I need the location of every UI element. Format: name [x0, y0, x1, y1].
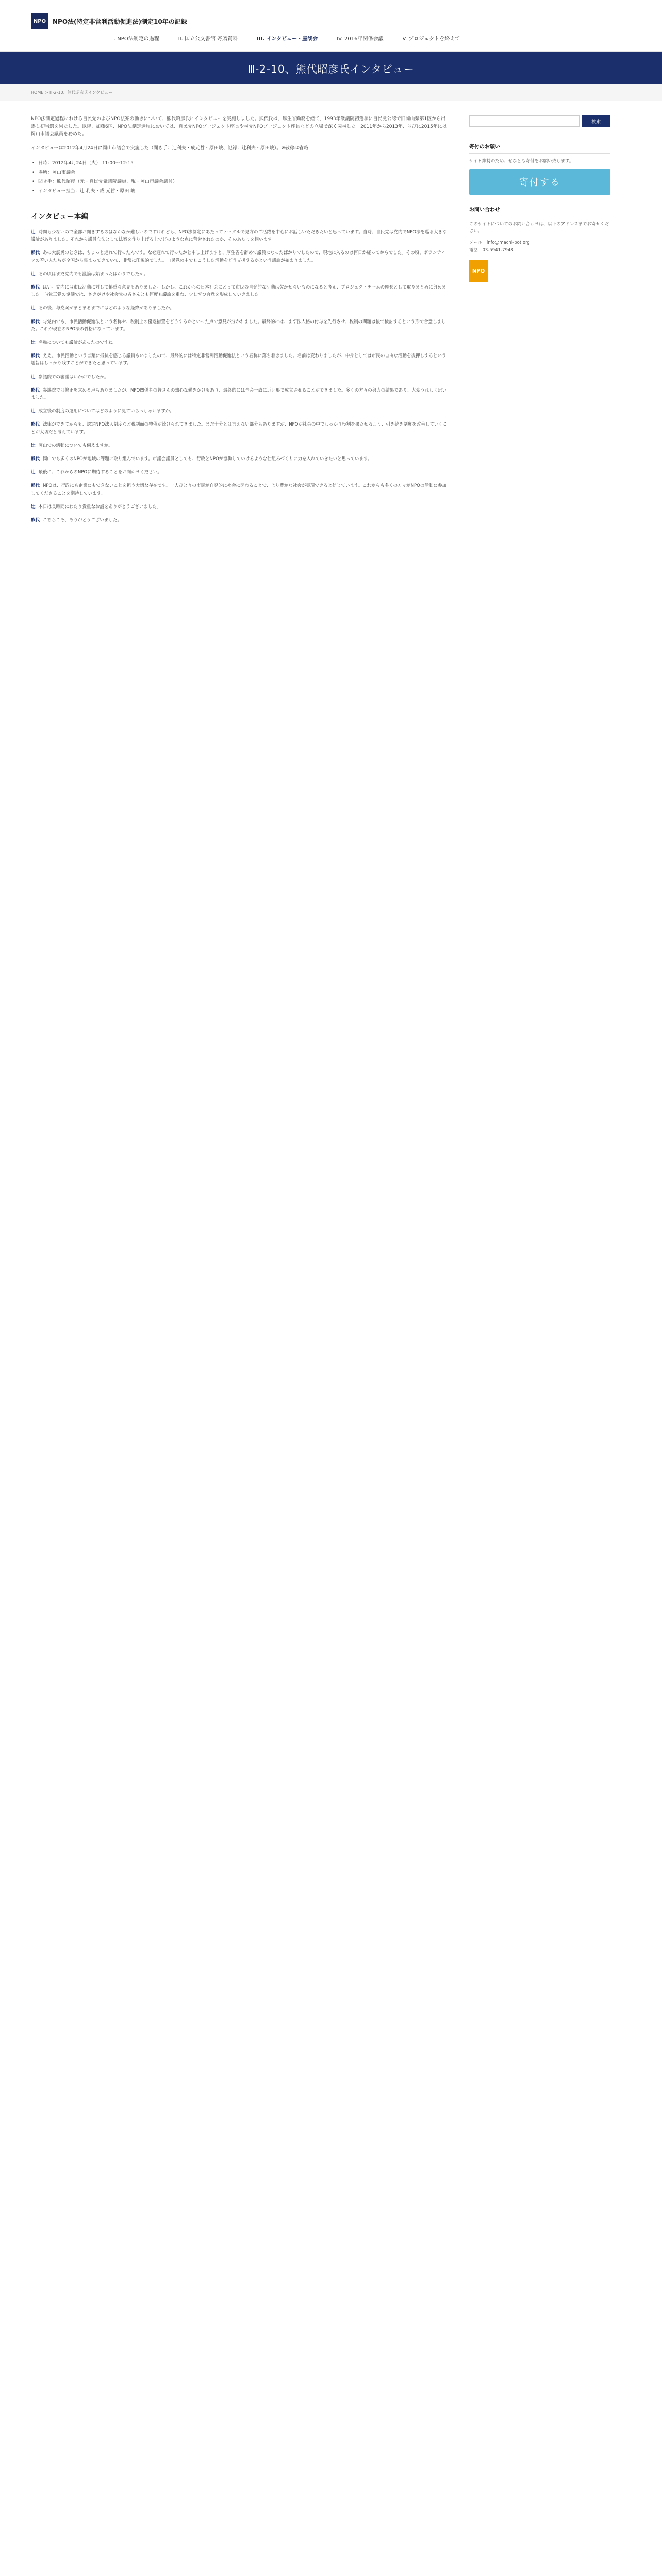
search-button[interactable]: 検索: [582, 115, 610, 127]
meta-place: • 場所：岡山市議会: [31, 168, 449, 177]
interview-paragraph: [31, 270, 449, 278]
contact-heading: お問い合わせ: [469, 205, 610, 216]
paragraph-text: あの大震災のときは、ちょっと遅れて行ったんです。なぜ遅れて行ったかと申し上げますと、厚生省を辞めて議員になったばかりでしたので、現地に入るのは何日か経ってからでした。その頃、ボランティアの若い人たちが全国から集まってきていて、非常に印象的でした。自民党の中でもこうした活動をどう支援するかという議論が始まりました。: [31, 250, 445, 263]
paragraph-text: 参議院での審議はいかがでしたか。: [38, 374, 109, 380]
interview-paragraph: [31, 387, 449, 401]
main-content: [31, 115, 449, 530]
paragraph-text: 名称についても議論があったのですね。: [38, 340, 118, 346]
nav-item-2016-meetings[interactable]: IV. 2016年関係会議: [327, 34, 392, 42]
paragraph-text: 法律ができてからも、認定NPO法人制度など税制面の整備が続けられてきました。まだ十分とは言えない部分もありますが、NPOが社会の中でしっかり役割を果たせるよう、引き続き制度を改善していくことが大切だと考えています。: [31, 422, 448, 435]
speaker-label: 熊代: [31, 319, 40, 325]
speaker-label: 熊代: [31, 250, 40, 256]
donation-heading: 寄付のお願い: [469, 142, 610, 154]
interview-paragraph: [31, 503, 449, 511]
donation-text: サイト維持のため、ぜひとも寄付をお願い致します。: [469, 159, 574, 164]
search-input[interactable]: [469, 115, 580, 127]
speaker-label: 辻: [31, 230, 36, 235]
search-row: [469, 115, 610, 127]
section-title: インタビュー本編: [31, 213, 89, 221]
interview-paragraph: [31, 421, 449, 435]
nav-item-process[interactable]: I. NPO法制定の過程: [112, 36, 159, 42]
paragraph-text: 参議院では修正を求める声もありましたが、NPO関係者の皆さんの熱心な働きかけもあり、最終的には全会一致に近い形で成立させることができました。多くの方々の努力の結果であり、大変うれしく思いました。: [31, 387, 447, 401]
interview-paragraph: [31, 249, 449, 264]
speaker-label: 熊代: [31, 285, 40, 291]
speaker-label: 熊代: [31, 387, 40, 393]
paragraph-text: 成立後の制度の運用についてはどのように見ていらっしゃいますか。: [38, 409, 174, 414]
speaker-label: 辻: [31, 374, 36, 380]
paragraph-text: はい。党内には市民活動に対して慎重な意見もありました。しかし、これからの日本社会にとって市民の自発的な活動は欠かせないものになると考え、プロジェクトチームの座長として取りまとめに努めました。与党三党の協議では、さきがけや社会党の皆さんとも何度も議論を重ね、少しずつ合意を形成していきました。: [31, 285, 446, 298]
paragraph-text: その頃はまだ党内でも議論は始まったばかりでしたか。: [38, 271, 148, 277]
interview-paragraph: [31, 469, 449, 476]
breadcrumb[interactable]: HOME > Ⅲ-2-10、熊代昭彦氏インタビュー: [0, 84, 662, 101]
interview-paragraph: [31, 517, 449, 524]
page-title: Ⅲ-2-10、熊代昭彦氏インタビュー: [247, 62, 415, 75]
nav-item-interviews[interactable]: III. インタビュー・座談会: [247, 34, 327, 42]
nav-item-afterword[interactable]: V. プロジェクトを終えて: [393, 34, 470, 42]
speaker-label: 熊代: [31, 483, 40, 489]
speaker-label: 熊代: [31, 456, 40, 462]
interview-paragraph: [31, 455, 449, 463]
interview-paragraph: [31, 229, 449, 243]
paragraph-text: 本日は長時間にわたり貴重なお話をありがとうございました。: [38, 504, 161, 510]
contact-phone: 電話 03-5941-7948: [469, 248, 514, 253]
paragraph-text: 時間も少ないので全部お聞きするのはなかなか難しいのですけれども、NPO法制定にあたってトータルで見方のご活躍を中心にお話しいただきたいと思っています。当時、自民党は党内でNPO法を巡る大きな議論がありました。それから議員立法として法案を作り上げる上でどのような点に苦労されたのか、そのあたりを伺います。: [31, 230, 447, 243]
speaker-label: 熊代: [31, 422, 40, 428]
contact-email[interactable]: メール info@machi-pot.org: [469, 240, 530, 245]
site-header: [0, 0, 662, 52]
speaker-label: 熊代: [31, 518, 40, 523]
interview-paragraph: [31, 284, 449, 298]
nav-item-archives[interactable]: II. 国立公文書館 寄贈資料: [169, 34, 247, 42]
paragraph-text: NPOは、行政にも企業にもできないことを担う大切な存在です。一人ひとりの市民が自発的に社会に関わることで、より豊かな社会が実現できると信じています。これからも多くの方々がNPOの活動に参加してくださることを期待しています。: [31, 483, 446, 496]
speaker-label: 辻: [31, 504, 36, 510]
meta-date: • 日時：2012年4月24日（火） 11:00〜12:15: [31, 159, 449, 168]
npo-badge[interactable]: NPO: [469, 260, 488, 282]
paragraph-text: こちらこそ、ありがとうございました。: [43, 518, 122, 523]
interview-paragraph: [31, 318, 449, 333]
meta-interviewers: • インタビュー担当：辻 利夫・成 元哲・原田 峻: [31, 187, 449, 196]
paragraph-text: 岡山での活動についても伺えますか。: [38, 443, 113, 448]
speaker-label: 辻: [31, 470, 36, 476]
paragraph-text: その後、与党案がまとまるまでにはどのような経緯がありましたか。: [38, 306, 175, 311]
interview-paragraph: [31, 482, 449, 497]
interview-paragraph: [31, 408, 449, 415]
intro-paragraph: NPO法制定過程における自民党およびNPO法案の動きについて、熊代昭彦氏にインタビューを実施しました。熊代氏は、厚生省勤務を経て、1993年衆議院初選挙に自民党公認で旧岡山県第1区から出馬し初当選を果たした。以降、加藤6区、NPO法制定過程においては、自民党NPOプロジェクト座長や与党NPOプロジェクト座長などの立場で深く関与した。2011年から2013年、並びに2015年には岡山市議会議員を務めた。: [31, 116, 447, 137]
interview-paragraph: [31, 374, 449, 381]
interview-paragraph: [31, 339, 449, 346]
interview-paragraph: [31, 352, 449, 367]
top-nav: [103, 34, 469, 42]
interview-paragraph: [31, 304, 449, 312]
logo-mark: NPO: [31, 13, 48, 29]
interview-body: [31, 229, 449, 524]
contact-text: このサイトについてのお問い合わせは、以下のアドレスまでお寄せください。: [469, 222, 609, 234]
paragraph-text: 与党内でも、市民活動促進法という名称や、税制上の優遇措置をどうするかといった点で意見が分かれました。最終的には、まず法人格の付与を先行させ、税制の問題は後で検討するという形で合意しました。これが現在のNPO法の骨格になっています。: [31, 319, 446, 332]
logo-text: NPO法(特定非営利活動促進法)制定10年の記録: [53, 18, 187, 25]
speaker-label: 辻: [31, 306, 36, 311]
sidebar: [469, 115, 610, 530]
intro-paragraph-2: インタビューは2012年4月24日に岡山市議会で実施した（聞き手：辻利夫・成元哲・原田峻、記録：辻利夫・原田峻）。※敬称は省略: [31, 146, 308, 151]
content-wrap: [0, 101, 662, 530]
paragraph-text: ええ。市民活動という言葉に抵抗を感じる議員もいましたので、最終的には特定非営利活動促進法という名称に落ち着きました。名前は変わりましたが、中身としては市民の自由な活動を後押しするという趣旨はしっかり残すことができたと思っています。: [31, 353, 446, 366]
paragraph-text: 最後に、これからのNPOに期待することをお聞かせください。: [38, 470, 162, 476]
hero-band: [0, 52, 662, 84]
interview-meta-list: [31, 159, 449, 196]
paragraph-text: 岡山でも多くのNPOが地域の課題に取り組んでいます。市議会議員としても、行政とNPOが協働していけるような仕組みづくりに力を入れていきたいと思っています。: [43, 456, 372, 462]
speaker-label: 熊代: [31, 353, 40, 359]
speaker-label: 辻: [31, 271, 36, 277]
interview-paragraph: [31, 442, 449, 449]
meta-interviewee: • 聞き手：熊代昭彦（元・自民党衆議院議員、現・岡山市議会議員）: [31, 177, 449, 187]
speaker-label: 辻: [31, 340, 36, 346]
donate-button[interactable]: 寄付する: [469, 169, 610, 195]
speaker-label: 辻: [31, 409, 36, 414]
speaker-label: 辻: [31, 443, 36, 448]
site-logo[interactable]: [31, 13, 187, 29]
